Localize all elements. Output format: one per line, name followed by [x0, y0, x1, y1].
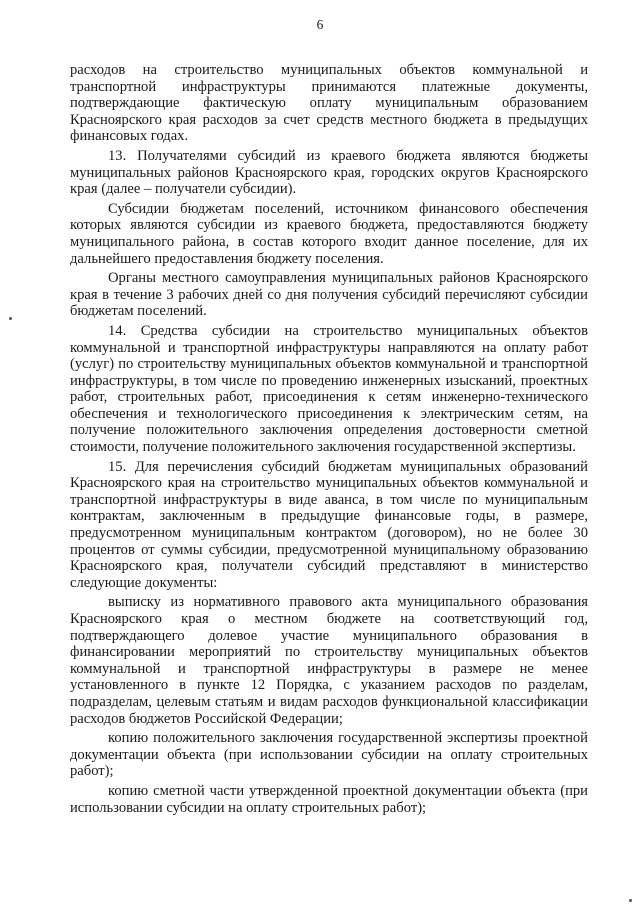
paragraph-item-14: 14. Средства субсидии на строительство муниципальных объектов коммунальной и транспортной инфраструктуры направляются на оплату работ (услуг) по строительству муниципальных объектов коммунальной и транспортной инфраструктуры, в том числе по проведению инженерных изысканий, проектных работ, строительных работ, присоединения к сетям инженерно-технического обеспечения и технологического присоединения к электрическим сетям, на получение положительного заключения определения достоверности сметной стоимости, получение положительного заключения государственной экспертизы.: [70, 322, 588, 456]
document-body: [70, 62, 588, 816]
paragraph-item-13: 13. Получателями субсидий из краевого бюджета являются бюджеты муниципальных районов Красноярского края, городских округов Красноярского края (далее – получатели субсидии).: [70, 147, 588, 198]
paragraph-budget-extract: выписку из нормативного правового акта муниципального образования Красноярского края о местном бюджете на соответствующий год, подтверждающего долевое участие муниципального образования в финансировании мероприятий по строительству муниципальных объектов коммунальной и транспортной инфраструктуры в размере не менее установленного в пункте 12 Порядка, с указанием расходов по разделам, подразделам, целевым статьям и видам расходов функциональной классификации расходов бюджетов Российской Федерации;: [70, 594, 588, 727]
paragraph-local-authorities: Органы местного самоуправления муниципальных районов Красноярского края в течение 3 рабочих дней со дня получения субсидий перечисляют субсидии бюджетам поселений.: [70, 270, 588, 320]
paragraph-subsidies-settlements: Субсидии бюджетам поселений, источником финансового обеспечения которых являются субсидии из краевого бюджета, предоставляются бюджету муниципального района, в состав которого входит данное поселение, для их дальнейшего предоставления бюджету поселения.: [70, 200, 588, 267]
page-number: 6: [316, 17, 324, 32]
paragraph-expertise-copy: копию положительного заключения государственной экспертизы проектной документации объекта (при использовании субсидии на оплату строительных работ);: [70, 730, 588, 780]
scan-speck: [9, 317, 12, 320]
paragraph-estimate-copy: копию сметной части утвержденной проектной документации объекта (при использовании субсидии на оплату строительных работ);: [70, 782, 588, 816]
paragraph-item-15: 15. Для перечисления субсидий бюджетам муниципальных образований Красноярского края на строительство муниципальных объектов коммунальной и транспортной инфраструктуры в виде аванса, в том числе по муниципальным контрактам, заключенным в предыдущие финансовые годы, в размере, предусмотренном муниципальным контрактом (договором), но не более 30 процентов от суммы субсидии, предусмотренной муниципальному образованию Красноярского края, получатели субсидий представляют в министерство следующие документы:: [70, 458, 588, 591]
paragraph-continuation: расходов на строительство муниципальных объектов коммунальной и транспортной инфраструктуры принимаются платежные документы, подтверждающие фактическую оплату муниципальным образованием Красноярского края расходов за счет средств местного бюджета в предыдущих финансовых годах.: [70, 62, 588, 145]
scan-speck: [629, 899, 632, 902]
